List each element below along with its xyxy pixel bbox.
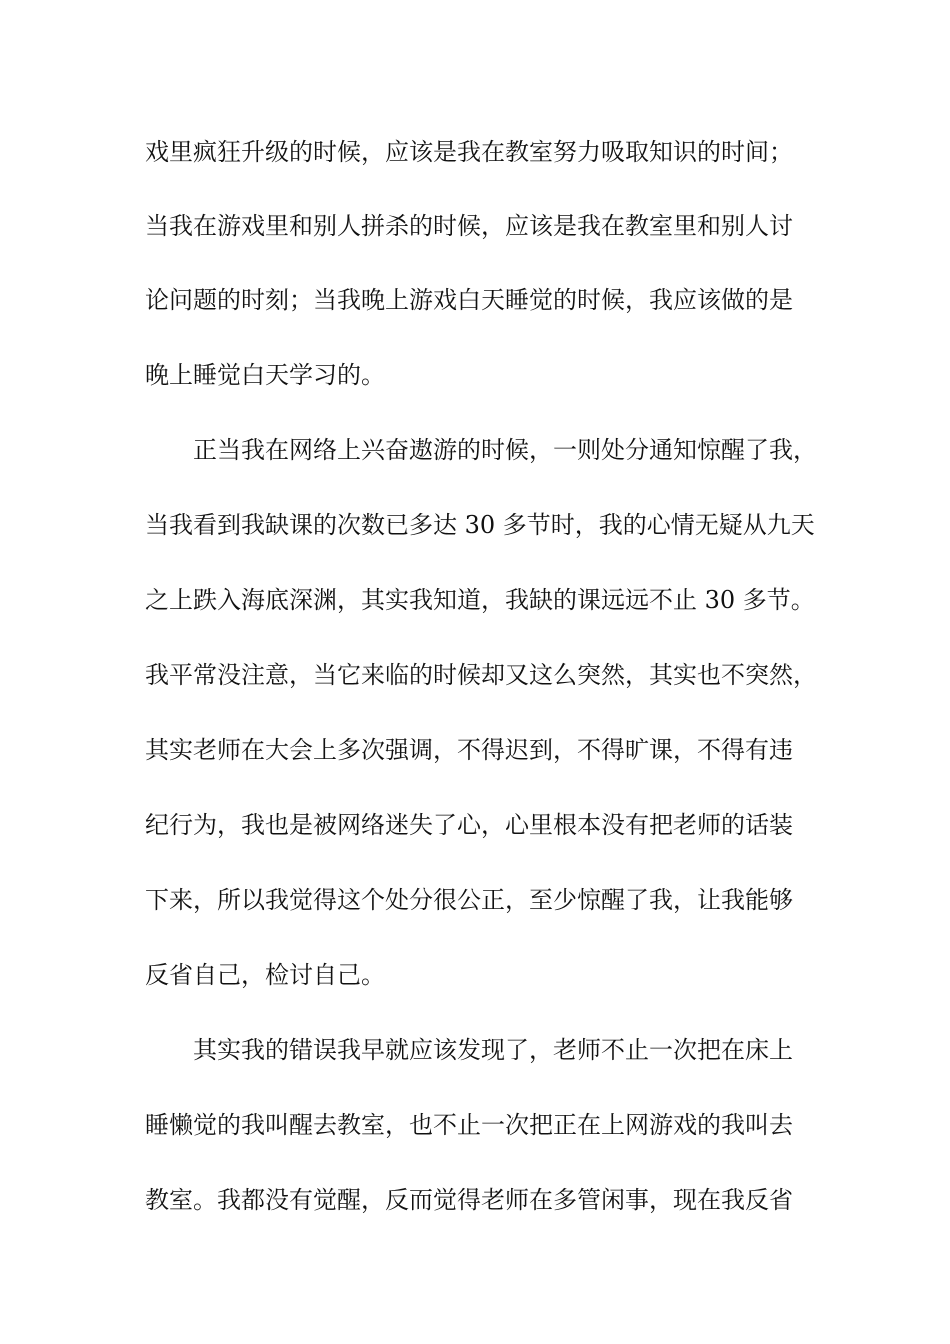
text-line: 当我在游戏里和别人拼杀的时候，应该是我在教室里和别人讨 xyxy=(145,212,793,240)
paragraph-first-line: 其实我的错误我早就应该发现了，老师不止一次把在床上 xyxy=(193,1036,793,1064)
text-line: 纪行为，我也是被网络迷失了心，心里根本没有把老师的话装 xyxy=(145,811,793,839)
text-line: 我平常没注意，当它来临的时候却又这么突然，其实也不突然， xyxy=(145,661,817,689)
text-line: 教室。我都没有觉醒，反而觉得老师在多管闲事，现在我反省 xyxy=(145,1186,793,1214)
text-line: 睡懒觉的我叫醒去教室，也不止一次把正在上网游戏的我叫去 xyxy=(145,1111,793,1139)
text-line: 反省自己，检讨自己。 xyxy=(145,961,385,989)
paragraph-first-line: 正当我在网络上兴奋遨游的时候，一则处分通知惊醒了我， xyxy=(193,436,817,464)
text-line: 当我看到我缺课的次数已多达 30 多节时，我的心情无疑从九天 xyxy=(145,511,815,539)
text-line: 下来，所以我觉得这个处分很公正，至少惊醒了我，让我能够 xyxy=(145,886,793,914)
text-line: 晚上睡觉白天学习的。 xyxy=(145,361,385,389)
text-line: 戏里疯狂升级的时候，应该是我在教室努力吸取知识的时间； xyxy=(145,138,793,166)
text-line: 其实老师在大会上多次强调，不得迟到，不得旷课，不得有违 xyxy=(145,736,793,764)
text-line: 论问题的时刻；当我晚上游戏白天睡觉的时候，我应该做的是 xyxy=(145,286,793,314)
text-line: 之上跌入海底深渊，其实我知道，我缺的课远远不止 30 多节。 xyxy=(145,586,815,614)
